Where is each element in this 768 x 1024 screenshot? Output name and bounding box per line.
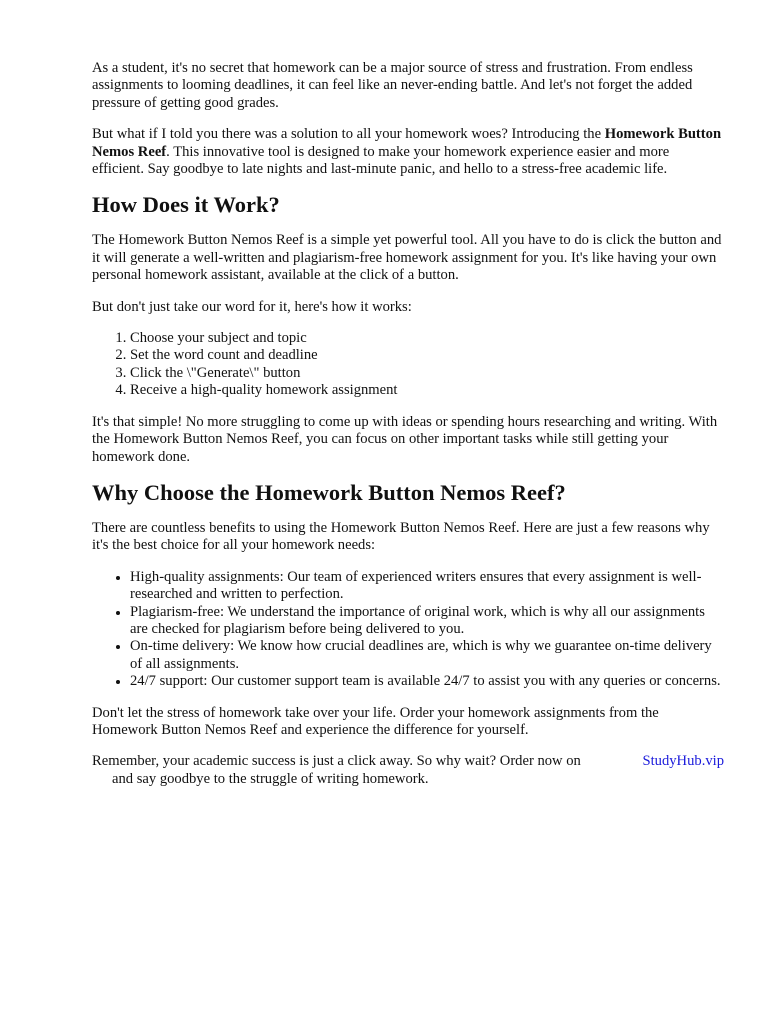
list-item: • High-quality assignments: Our team of experienced writers ensures that every assignment is well-researched and written to perfection. — [130, 569, 724, 604]
list-item: 2. Set the word count and deadline — [130, 347, 724, 364]
closing-text-a: Remember, your academic success is just a click away. So why wait? Order now on — [92, 753, 581, 770]
intro-paragraph-1: As a student, it's no secret that homework can be a major source of stress and frustration. From endless assignments to looming deadlines, it can feel like an never-ending battle. And let's not forget the added pressure of getting good grades. — [92, 60, 693, 111]
list-item: • Plagiarism-free: We understand the importance of original work, which is why all our assignments are checked for plagiarism before being delivered to you. — [130, 604, 724, 639]
how-it-works-paragraph-3: It's that simple! No more struggling to come up with ideas or spending hours researching and writing. With the Homework Button Nemos Reef, you can focus on other important tasks while still getting your homework done. — [92, 413, 718, 465]
intro-paragraph-2-text-a: But what if I told you there was a solution to all your homework woes? Introducing the — [92, 126, 605, 143]
list-item: • On-time delivery: We know how crucial deadlines are, which is why we guarantee on-time delivery of all assignments. — [130, 638, 724, 673]
intro-paragraph-2 — [92, 126, 724, 178]
intro-paragraph-2-text-b: . This innovative tool is designed to make your homework experience easier and more efficient. Say goodbye to late nights and last-minute panic, and hello to a stress-free academic life. — [92, 143, 670, 178]
benefits-list — [92, 569, 724, 691]
closing-text-b: and say goodbye to the struggle of writing homework. — [112, 770, 429, 787]
how-it-works-paragraph-1: The Homework Button Nemos Reef is a simple yet powerful tool. All you have to do is click the button and it will generate a well-written and plagiarism-free homework assignment for you. It's like having your own personal homework assistant, available at the click of a button. — [92, 232, 722, 284]
why-choose-paragraph-2: Don't let the stress of homework take over your life. Order your homework assignments from the Homework Button Nemos Reef and experience the difference for yourself. — [92, 704, 659, 738]
steps-list — [92, 330, 724, 400]
why-choose-heading: Why Choose the Homework Button Nemos Reef? — [92, 479, 566, 505]
studyhub-link[interactable]: StudyHub.vip — [642, 753, 724, 770]
list-item: 4. Receive a high-quality homework assignment — [130, 382, 724, 399]
why-choose-paragraph-1: There are countless benefits to using the Homework Button Nemos Reef. Here are just a few reasons why it's the best choice for all your homework needs: — [92, 519, 710, 554]
list-item: 3. Click the \"Generate\" button — [130, 365, 724, 382]
document-body — [92, 60, 724, 802]
list-item: 1. Choose your subject and topic — [130, 330, 724, 347]
list-item: • 24/7 support: Our customer support team is available 24/7 to assist you with any queries or concerns. — [130, 673, 724, 690]
closing-paragraph — [92, 753, 724, 788]
how-it-works-heading: How Does it Work? — [92, 192, 280, 218]
product-name-bold: Homework Button Nemos Reef — [92, 126, 722, 160]
how-it-works-paragraph-2: But don't just take our word for it, here's how it works: — [92, 298, 412, 315]
